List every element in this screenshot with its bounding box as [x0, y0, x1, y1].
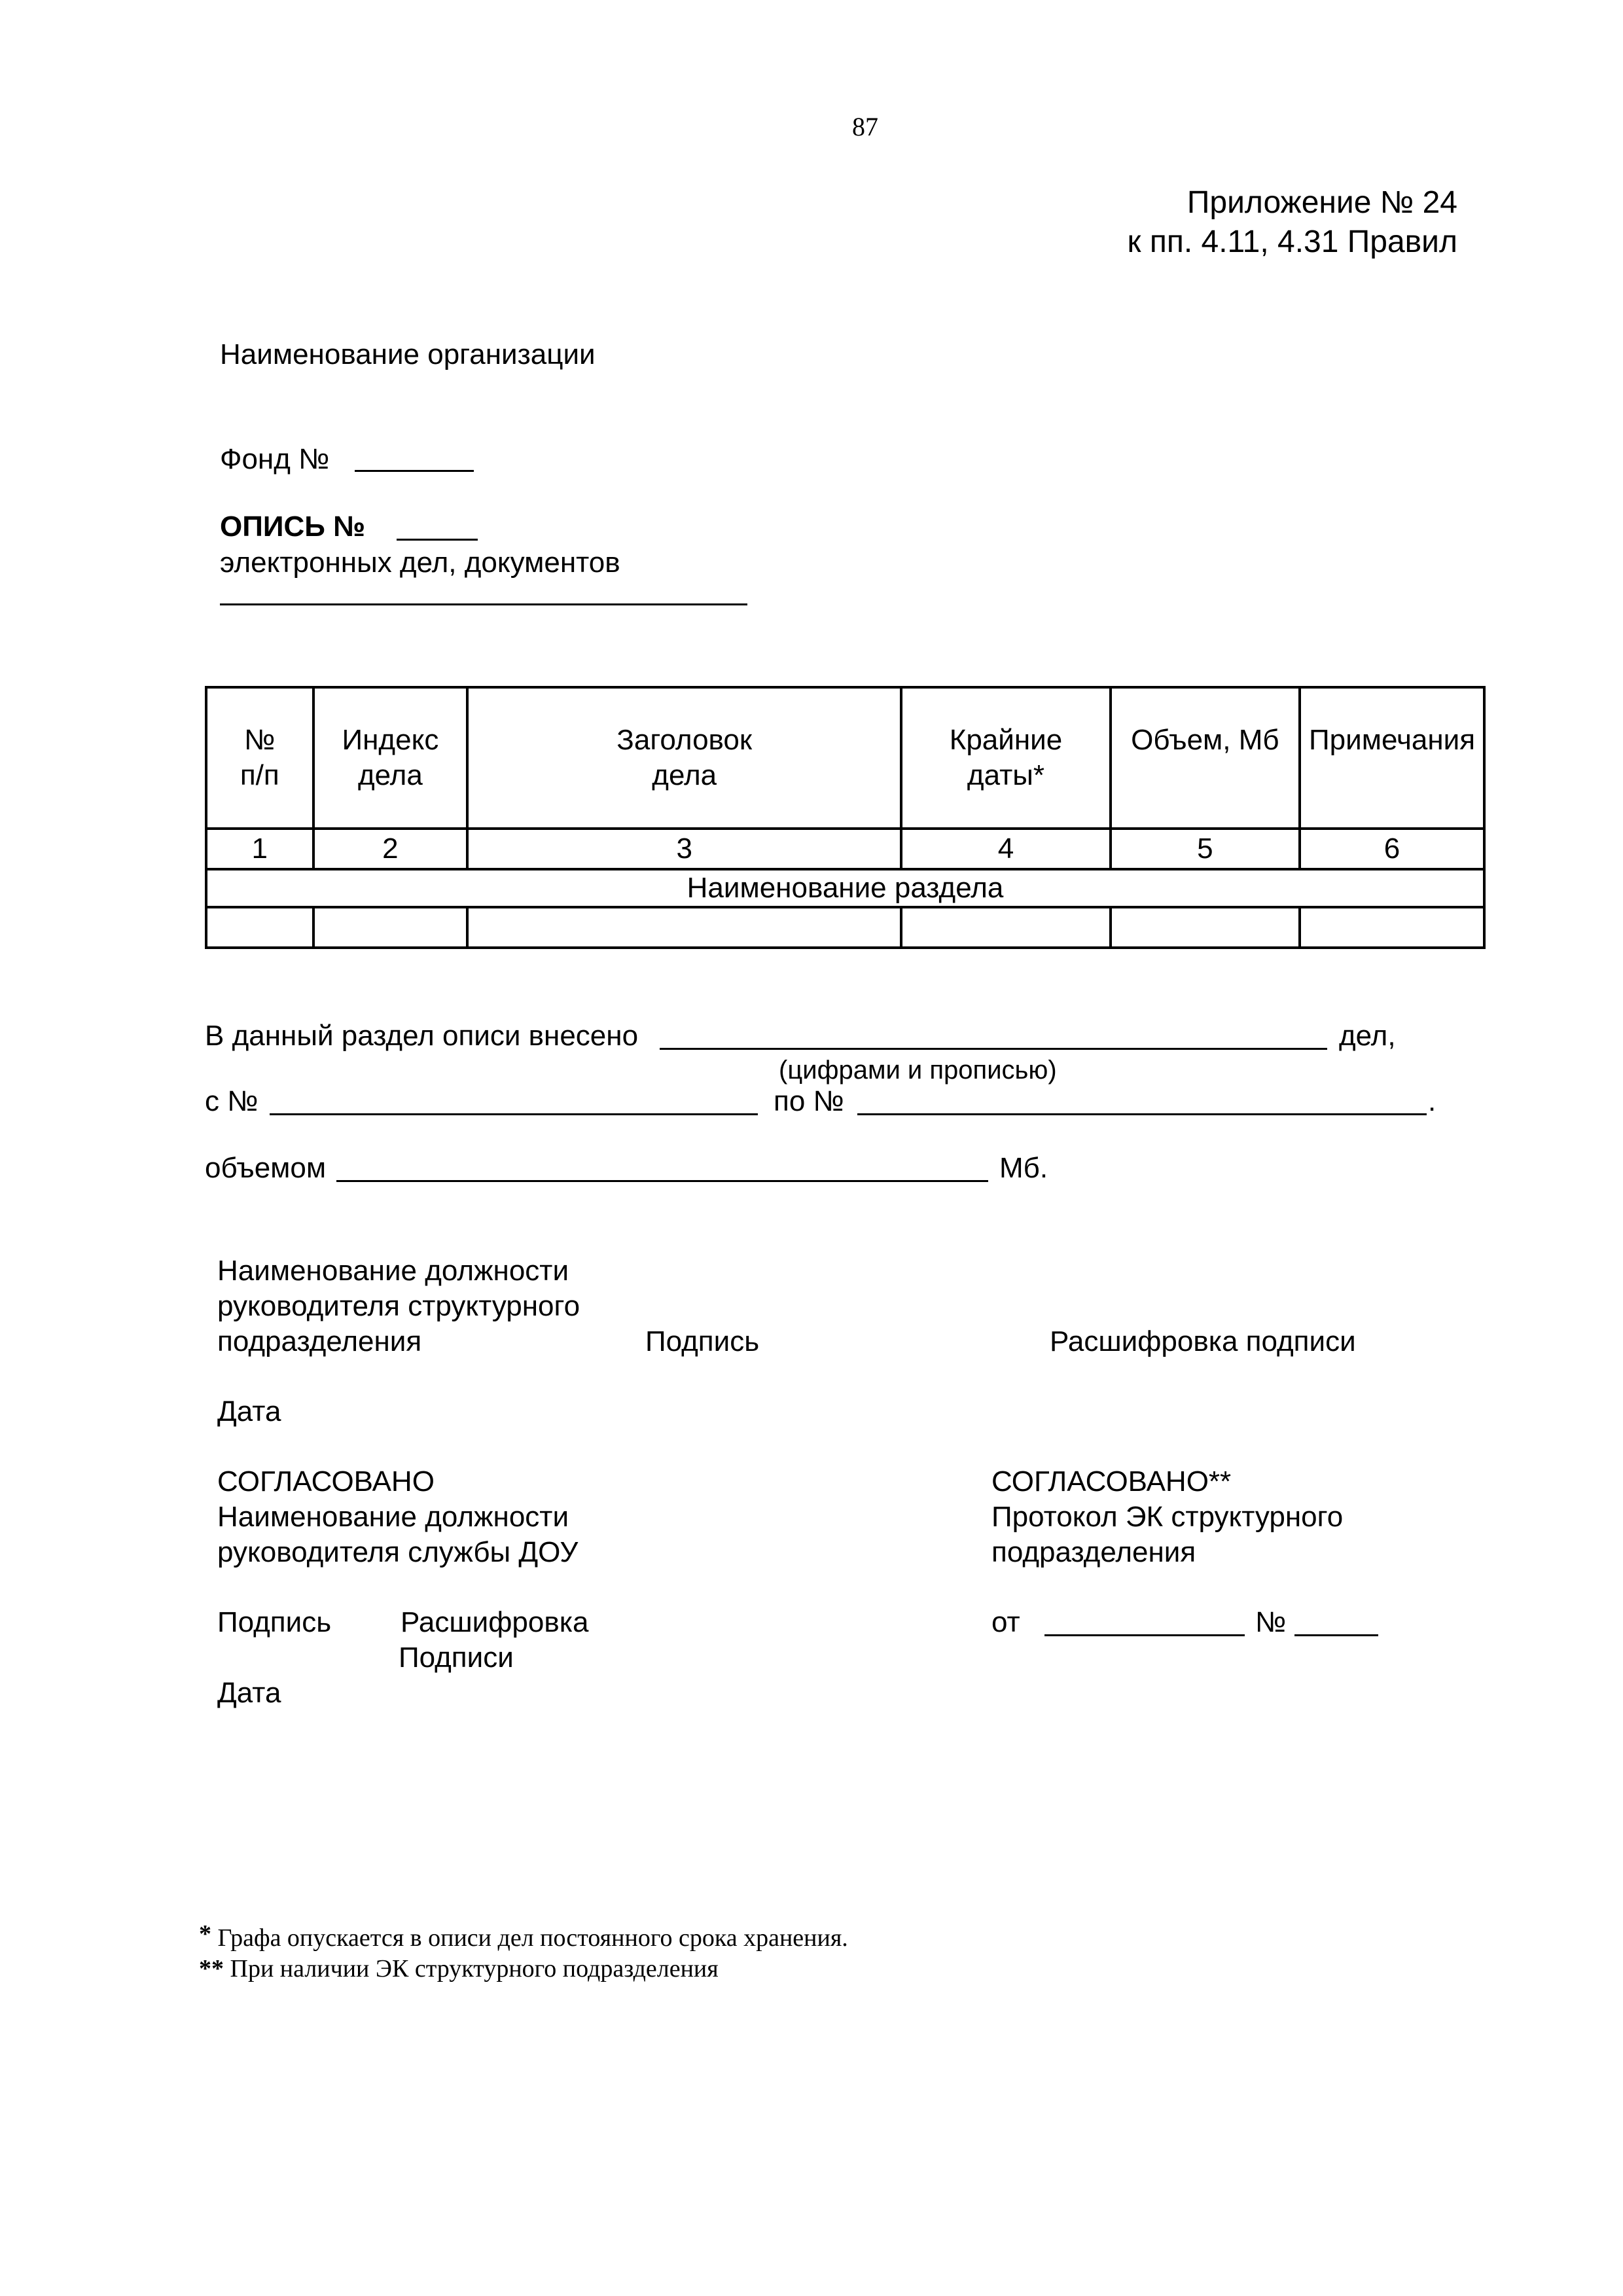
date-label: Дата [217, 1395, 281, 1427]
inventory-subtitle: электронных дел, документов [220, 547, 620, 579]
approval-left-decoding-1: Расшифровка [401, 1606, 589, 1638]
signature-label: Подпись [645, 1325, 760, 1357]
header-dates: Крайние даты* [949, 724, 1063, 791]
section-name-cell: Наименование раздела [206, 869, 1484, 907]
header-notes: Примечания [1309, 724, 1476, 756]
organization-name-label: Наименование организации [220, 338, 596, 370]
header-number: № п/п [240, 724, 279, 791]
approval-left-line-1: Наименование должности [217, 1501, 569, 1533]
fund-number-field [355, 470, 474, 472]
cases-suffix: дел, [1339, 1020, 1396, 1052]
column-number-cell: 3 [467, 829, 901, 869]
header-volume: Объем, Мб [1131, 724, 1279, 756]
to-number-field [857, 1113, 1427, 1115]
appendix-line-2: к пп. 4.11, 4.31 Правил [1127, 224, 1457, 259]
to-number-label: по № [774, 1085, 844, 1117]
volume-field [336, 1180, 988, 1182]
header-title: Заголовок дела [616, 724, 753, 791]
fund-label: Фонд № [220, 443, 330, 475]
header-index: Индекс дела [342, 724, 439, 791]
empty-cell [206, 907, 313, 948]
column-number-cell: 4 [901, 829, 1110, 869]
footnote-1 [199, 1919, 848, 1953]
approval-right-line-2: подразделения [991, 1536, 1196, 1568]
table-header-row [206, 687, 1484, 829]
from-number-field [270, 1113, 758, 1115]
table-header-cell [206, 687, 313, 829]
table-header-cell [1300, 687, 1484, 829]
approval-right-title: СОГЛАСОВАНО** [991, 1465, 1232, 1498]
footnote-2 [199, 1954, 719, 1984]
footnote-2-text: При наличии ЭК структурного подразделения [230, 1955, 719, 1982]
approval-right-line-1: Протокол ЭК структурного [991, 1501, 1344, 1533]
from-number-label: с № [205, 1085, 259, 1117]
inventory-type-field [220, 603, 747, 605]
protocol-number-label: № [1255, 1606, 1287, 1638]
approval-left-line-2: руководителя службы ДОУ [217, 1536, 579, 1568]
table-header-cell [313, 687, 468, 829]
signature-decoding-label: Расшифровка подписи [1050, 1325, 1356, 1357]
appendix-line-1: Приложение № 24 [1186, 185, 1457, 220]
position-line-2: руководителя структурного [217, 1290, 580, 1322]
column-number-cell: 2 [313, 829, 468, 869]
inventory-title: ОПИСЬ № [220, 511, 366, 543]
column-number-cell: 5 [1111, 829, 1300, 869]
approval-left-signature: Подпись [217, 1606, 332, 1638]
table-header-cell [1111, 687, 1300, 829]
volume-label: объемом [205, 1152, 327, 1184]
protocol-from-label: от [991, 1606, 1020, 1638]
protocol-date-field [1044, 1634, 1245, 1636]
empty-cell [467, 907, 901, 948]
table-header-cell [467, 687, 901, 829]
footnote-1-text: Графа опускается в описи дел постоянного срока хранения. [217, 1924, 848, 1952]
protocol-number-field [1294, 1634, 1378, 1636]
empty-cell [901, 907, 1110, 948]
inventory-number-field [397, 539, 478, 541]
empty-cell [1111, 907, 1300, 948]
volume-unit: Мб. [999, 1152, 1048, 1184]
digits-hint: (цифрами и прописью) [779, 1056, 1057, 1085]
footnote-2-mark: ** [199, 1955, 224, 1982]
approval-left-decoding-2: Подписи [399, 1641, 514, 1674]
page-number: 87 [852, 112, 878, 141]
empty-cell [313, 907, 468, 948]
approval-left-title: СОГЛАСОВАНО [217, 1465, 435, 1498]
table-column-numbers-row [206, 829, 1484, 869]
empty-cell [1300, 907, 1484, 948]
table-empty-row [206, 907, 1484, 948]
to-number-end: . [1428, 1085, 1436, 1117]
entered-label: В данный раздел описи внесено [205, 1020, 639, 1052]
inventory-table [205, 686, 1486, 949]
column-number-cell: 6 [1300, 829, 1484, 869]
position-line-1: Наименование должности [217, 1255, 569, 1287]
column-number-cell: 1 [206, 829, 313, 869]
position-line-3: подразделения [217, 1325, 422, 1357]
table-section-row [206, 869, 1484, 907]
entered-count-field [660, 1048, 1327, 1050]
table-header-cell [901, 687, 1110, 829]
approval-left-date: Дата [217, 1677, 281, 1709]
footnote-1-mark: * [199, 1920, 211, 1948]
